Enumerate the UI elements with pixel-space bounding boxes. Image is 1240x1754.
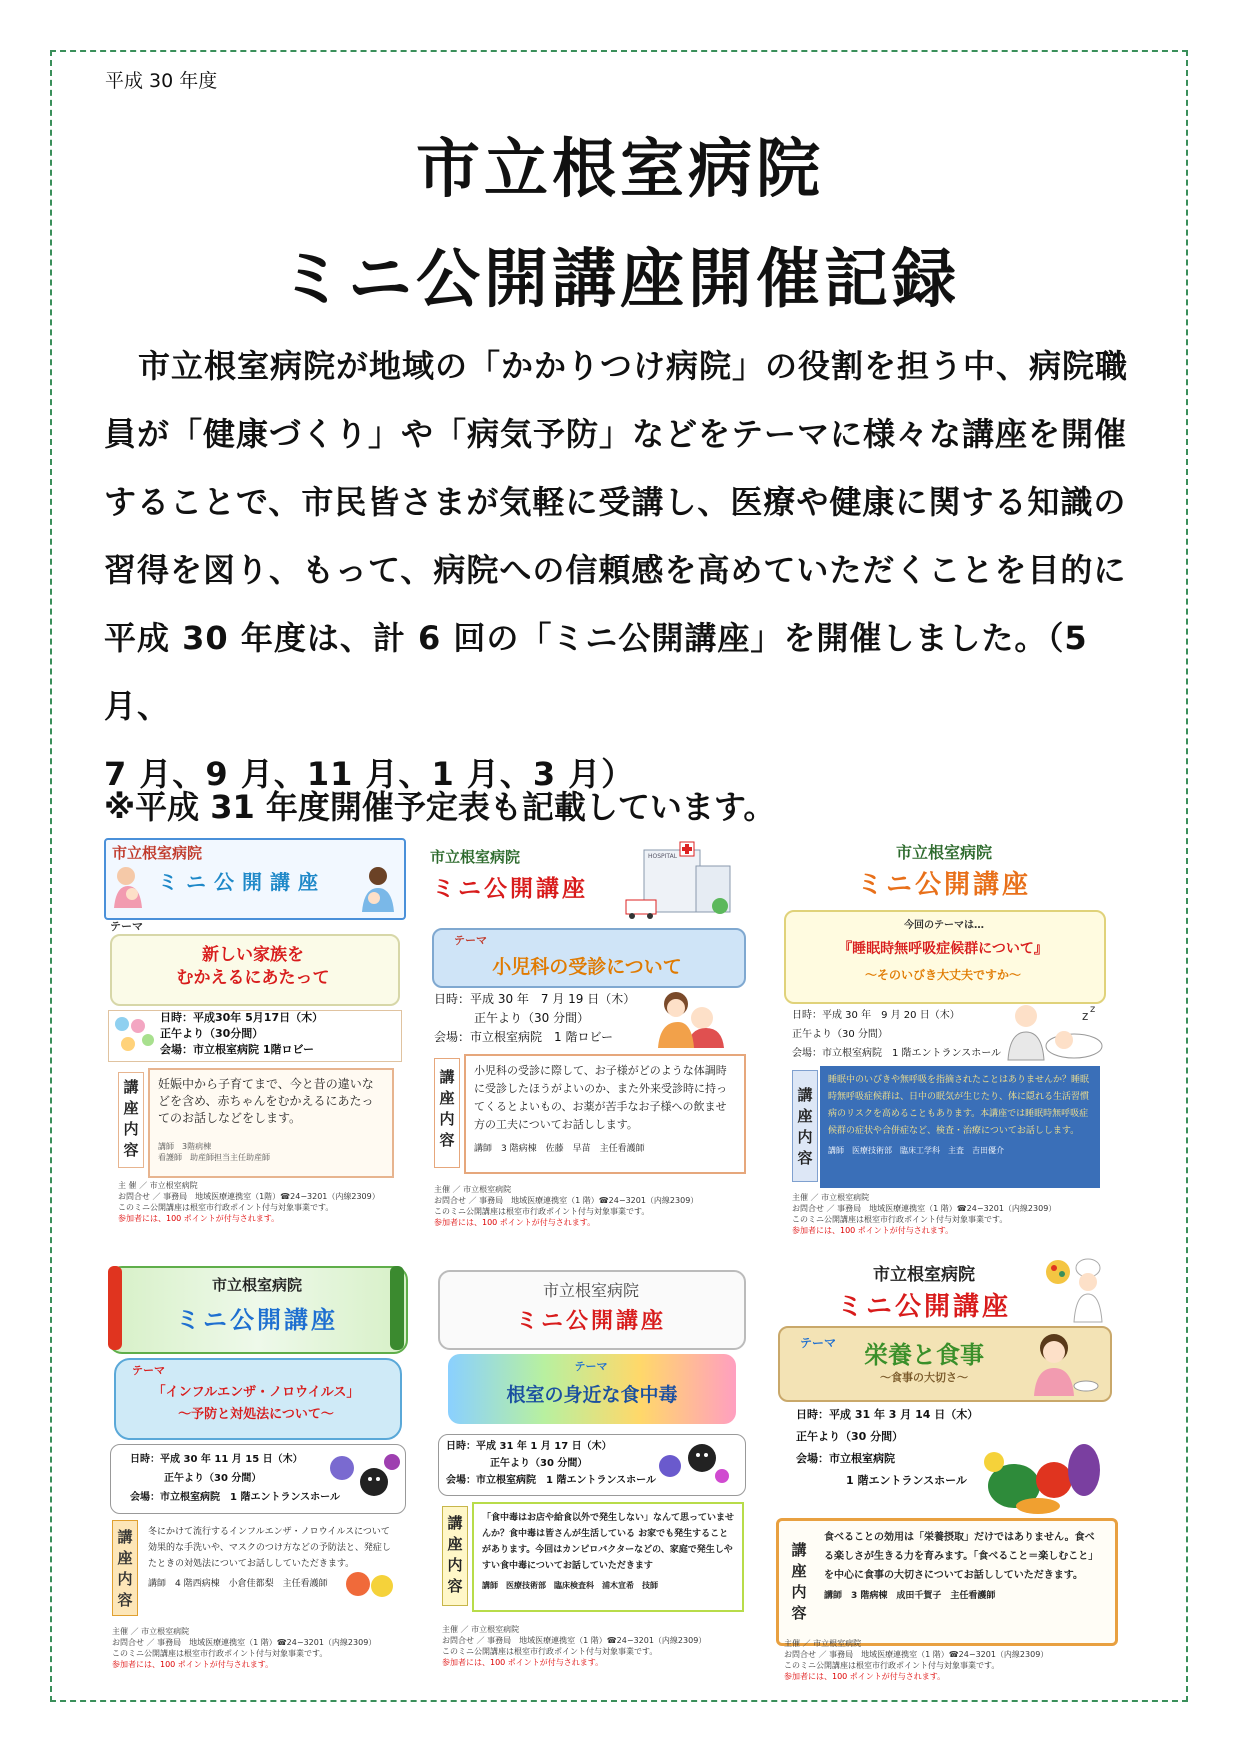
intro-paragraph [104,332,1144,808]
flyer-hospital: 市立根室病院 [112,844,203,862]
flyer-schedule: 日時：平成 30 年 9 月 20 日（木） 正午より（30 分間） 会場：市立根室病院 1 階エントランスホール [792,1010,1002,1059]
flyer-content: 冬にかけて流行するインフルエンザ・ノロウイルスについて効果的な手洗いや、マスクのつけ方などの予防法と、発症したときの対処法についてお話ししていただきます。 講師 4 階西病棟 小倉佳都梨 主任看護師 [140,1518,402,1620]
flyer-series-title: ミニ公開講座 [836,1292,1011,1322]
flyer-theme-label: テーマ [800,1336,837,1350]
schedule-note: ※平成 31 年度開催予定表も記載しています。 [104,788,776,826]
svg-text:z: z [1090,1004,1096,1015]
virus-icon [322,1448,402,1512]
flyer-hospital: 市立根室病院 [542,1281,639,1300]
svg-text:z: z [1082,1009,1089,1023]
flyer-footer: 主催 ／ 市立根室病院 お問合せ ／ 事務局 地域医療連携室（1 階）☎24−3201（内線2309） このミニ公開講座は根室市行政ポイント付与対象事業です。 参加者には、100 ポイントが付与されます。 [784,1639,1049,1681]
flyer-theme: 新しい家族を むかえるにあたって [176,945,330,988]
flyer-theme-label: テーマ [110,920,143,933]
flyer-content-label: 講座内容 [791,1541,807,1622]
flyer-series-title: ミニ公開講座 [856,870,1031,900]
flyer-theme: 栄養と食事 ～食事の大切さ～ [864,1341,984,1384]
flyer-content: 妊娠中から子育てまで、今と昔の違いなどを含め、赤ちゃんをむかえるにあたってのお話しなどをします。 講師 3階病棟 看護師 助産師担当主任助産師 [148,1068,394,1178]
intro-line: 市立根室病院が地域の「かかりつけ病院」の役割を担う中、病院職 [138,347,1129,385]
flyer-footer: 主催 ／ 市立根室病院 お問合せ ／ 事務局 地域医療連携室（1 階）☎24−3201（内線2309） このミニ公開講座は根室市行政ポイント付与対象事業です。 参加者には、100 ポイントが付与されます。 [442,1625,707,1667]
flyer-lecturer: 講師 3 階病棟 佐藤 早苗 主任看護師 [474,1144,645,1154]
flyer-series-title: ミニ公開講座 [158,870,326,894]
page-title-record: ミニ公開講座開催記録 [280,243,960,317]
mother-baby-icon [358,864,398,916]
flyer-march [774,1256,1116,1681]
flyer-series-title: ミニ公開講座 [432,876,588,902]
intro-line: することで、市民皆さまが気軽に受講し、医療や健康に関する知識の [104,483,1127,521]
flyer-footer: 主催 ／ 市立根室病院 お問合せ ／ 事務局 地域医療連携室（1 階）☎24−3201（内線2309） このミニ公開講座は根室市行政ポイント付与対象事業です。 参加者には、100 ポイントが付与されます。 [792,1193,1057,1235]
flyer-content-label: 講座内容 [112,1520,138,1616]
flyer-series-title: ミニ公開講座 [176,1306,338,1334]
flyer-hospital: 市立根室病院 [430,848,521,866]
intro-line: 習得を図り、もって、病院への信頼感を高めていただくことを目的に [104,551,1127,589]
child-patient-icon [656,988,726,1052]
fiscal-year: 平成 30 年度 [105,70,218,92]
flyer-content: 食べることの効用は「栄養摂取」だけではありません。食べる楽しさが生きる力を育みます。「食べること＝楽しむこと」を中心に食事の大切さについてお話ししていただきます。 講師 3 階病棟 成田千賀子 主任看護師 [816,1522,1108,1636]
flyer-november [104,1262,410,1670]
flyer-lecturer: 講師 3 階病棟 成田千賀子 主任看護師 [824,1591,996,1601]
flyer-schedule: 日時：平成 31 年 3 月 14 日（木） 正午より（30 分間） 会場：市立根室病院 1 階エントランスホール [796,1408,979,1487]
flyer-theme-label: テーマ [454,934,487,947]
flyer-schedule: 日時：平成 30 年 11 月 15 日（木） 正午より（30 分間） 会場：市立根室病院 1 階エントランスホール [130,1454,340,1503]
flyer-footer: 主催 ／ 市立根室病院 お問合せ ／ 事務局 地域医療連携室（1 階）☎24−3201（内線2309） このミニ公開講座は根室市行政ポイント付与対象事業です。 参加者には、100 ポイントが付与されます。 [434,1185,699,1227]
flyer-content: 「食中毒はお店や給食以外で発生しない」なんて思っていませんか？食中毒は皆さんが生活している お家でも発生することがあります。今回はカンピロバクターなどの、家庭で発生しやすい食中毒についてお話していただきます 講師 医療技術部 臨床検査科 浦木宣希 技師 [472,1502,744,1612]
flyer-content: 睡眠中のいびきや無呼吸を指摘されたことはありませんか？睡眠時無呼吸症候群は、日中の眠気が生じたり、体に隠れる生活習慣病のリスクを高めることもあります。本講座では睡眠時無呼吸症候群の症状や合併症など、検査・治療についてお話しします。 講師 医療技術部 臨床工学科 主査 吉田優介 [820,1066,1100,1188]
intro-line: 平成 30 年度は、計 6 回の「ミニ公開講座」を開催しました。（5 月、 [104,619,1088,725]
flyer-content-label: 講座内容 [118,1072,144,1168]
page-title-hospital: 市立根室病院 [416,133,824,207]
flyer-may [104,838,404,1223]
flyer-footer: 主催 ／ 市立根室病院 お問合せ ／ 事務局 地域医療連携室（1 階）☎24−3201（内線2309） このミニ公開講座は根室市行政ポイント付与対象事業です。 参加者には、100 ポイントが付与されます。 [112,1627,377,1669]
flyer-theme-label: テーマ [574,1360,608,1373]
flyer-theme: 根室の身近な食中毒 [506,1384,678,1406]
baby-icon [112,1014,156,1060]
flyer-lecturer: 講師 4 階西病棟 小倉佳都梨 主任看護師 [148,1579,328,1589]
flyer-july [426,840,754,1228]
intro-line: 7 月、9 月、11 月、1 月、3 月） [104,755,635,793]
flyer-january [432,1262,750,1670]
bacteria-icon [652,1432,732,1492]
flyer-theme-label: テーマ [132,1364,165,1377]
girl-eating-icon [1020,1330,1100,1400]
flyer-footer: 主 催 ／ 市立根室病院 お問合せ ／ 事務局 地域医療連携室（1階）☎24−3201（内線2309） このミニ公開講座は根室市行政ポイント付与対象事業です。 参加者には、100 ポイントが付与されます。 [118,1181,380,1223]
flyer-theme: 『睡眠時無呼吸症候群について』 ～そのいびき大丈夫ですか～ [838,941,1048,982]
flyer-theme: 「インフルエンザ・ノロウイルス」 ～予防と対処法について～ [152,1385,360,1422]
flyer-schedule: 日時：平成 30 年 7 月 19 日（木） 正午より（30 分間） 会場：市立根室病院 1 階ロビー [434,992,636,1044]
vegetables-icon [974,1426,1114,1522]
flyer-content-label: 講座内容 [442,1506,468,1606]
flyer-hospital: 市立根室病院 [895,843,992,862]
hospital-sign: HOSPITAL [648,853,678,860]
flyer-schedule: 日時：平成30年 5月17日（木） 正午より（30分間） 会場：市立根室病院 1階ロビー [160,1011,324,1056]
flyer-theme-label: 今回のテーマは… [904,920,984,931]
flyer-schedule: 日時：平成 31 年 1 月 17 日（木） 正午より（30 分間） 会場：市立根室病院 1 階エントランスホール [446,1441,656,1486]
intro-line: 員が「健康づくり」や「病気予防」などをテーマに様々な講座を開催 [104,415,1128,453]
flyer-lecturer: 講師 3階病棟 看護師 助産師担当主任助産師 [158,1142,270,1162]
flyer-lecturer: 講師 医療技術部 臨床検査科 浦木宣希 技師 [482,1581,658,1590]
flyer-theme: 小児科の受診について [492,956,682,978]
flyer-content-label: 講座内容 [434,1058,460,1168]
flyer-content-label: 講座内容 [792,1070,818,1182]
mother-baby-icon [108,864,148,912]
flyer-series-title: ミニ公開講座 [515,1309,666,1334]
sleeping-person-icon [1004,1002,1104,1064]
flyer-lecturer: 講師 医療技術部 臨床工学科 主査 吉田優介 [828,1146,1004,1155]
flyer-hospital: 市立根室病院 [211,1276,302,1294]
flyer-hospital: 市立根室病院 [873,1265,975,1285]
flyer-content: 小児科の受診に際して、お子様がどのような体調時に受診したほうがよいのか、また外来受診時に持ってくるとよいもの、お薬が苦手なお子様への飲ませ方の工夫についてお話しします。 講師 3 階病棟 佐藤 早苗 主任看護師 [464,1054,746,1174]
hand-soap-icon [344,1562,396,1606]
flyer-september [778,838,1110,1235]
